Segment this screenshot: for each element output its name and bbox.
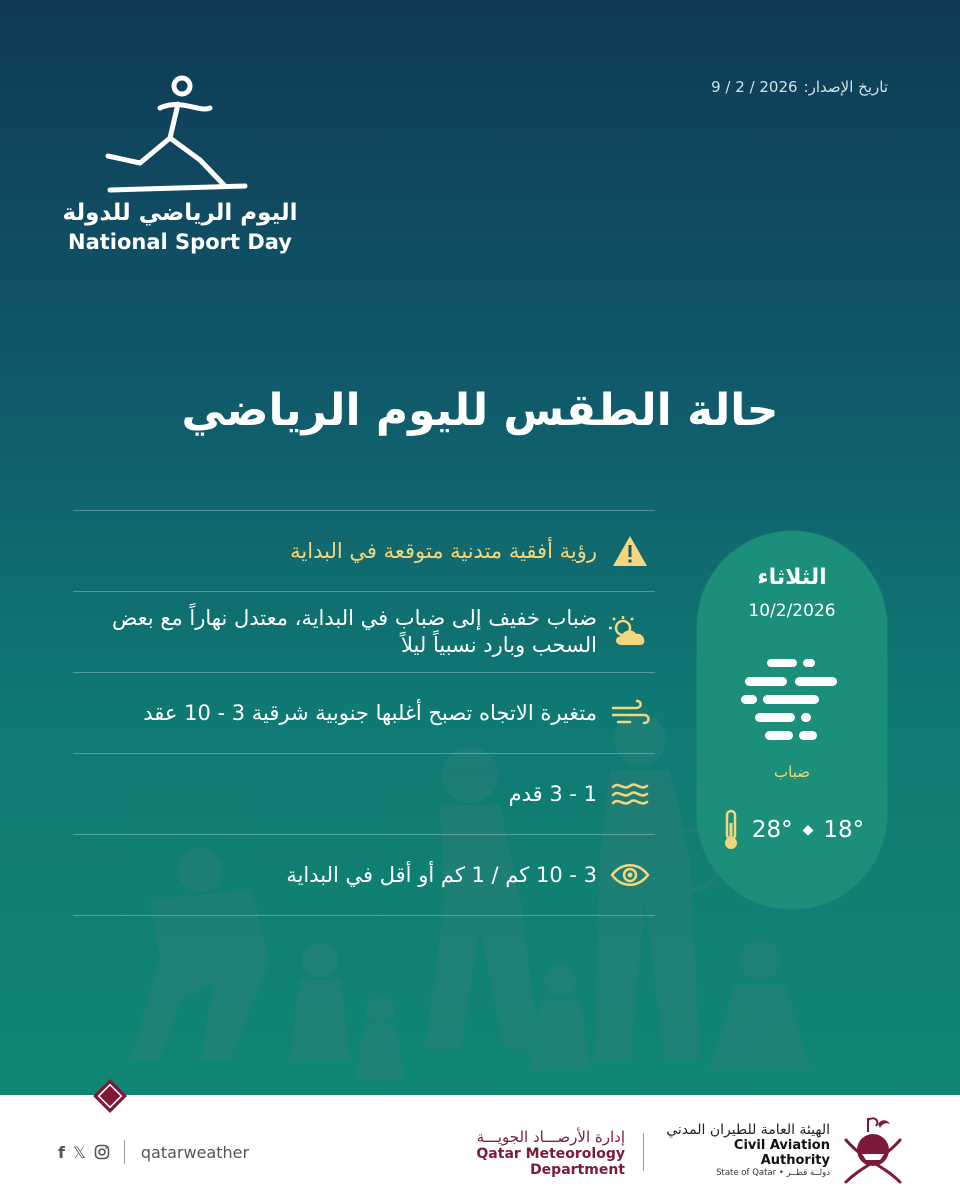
partly-cloudy-icon: [605, 615, 655, 649]
state-of-qatar-text: State of Qatar • دولــة قطــر: [716, 1168, 830, 1178]
social-handle[interactable]: qatarweather: [140, 1142, 250, 1162]
civil-aviation-authority: [662, 1122, 830, 1178]
issue-date-label: تاريخ الإصدار:: [803, 78, 888, 96]
social-links: [58, 1140, 249, 1164]
wind-row: [73, 672, 655, 753]
wind-icon: [605, 698, 655, 728]
eye-icon: [605, 862, 655, 888]
facebook-icon[interactable]: f: [58, 1142, 65, 1162]
forecast-day-name: الثلاثاء: [757, 565, 827, 590]
row-text: رؤية أفقية متدنية متوقعة في البداية: [290, 538, 597, 563]
logo-arabic-text: اليوم الرياضي للدولة: [62, 200, 298, 226]
logo-english-text: National Sport Day: [68, 230, 292, 254]
qatar-meteorology-department: [395, 1128, 625, 1178]
row-text: ضباب خفيف إلى ضباب في البداية، معتدل نهاراً مع بعض السحب وبارد نسبياً ليلاً: [111, 606, 597, 657]
diamond-separator-icon: ◆: [802, 822, 814, 838]
fog-icon: [741, 659, 841, 749]
temperature-range: [707, 809, 877, 851]
qatar-emblem-icon: [838, 1110, 908, 1188]
forecast-condition: ضباب: [774, 763, 810, 781]
waves-icon: [605, 779, 655, 809]
qmd-english-name: Qatar Meteorology Department: [476, 1146, 625, 1178]
x-twitter-icon[interactable]: 𝕏: [72, 1142, 86, 1162]
waves-row: [73, 753, 655, 834]
forecast-date: 10/2/2026: [748, 601, 836, 621]
issue-date-value: 9 / 2 / 2026: [711, 78, 798, 96]
forecast-day-card: [697, 531, 887, 909]
thermometer-icon: [720, 809, 742, 851]
visibility-row: [73, 834, 655, 916]
weather-details-list: [73, 510, 655, 916]
page-title: حالة الطقس لليوم الرياضي: [181, 385, 779, 436]
brand-diamond-icon: [90, 1076, 130, 1116]
row-text: 1 - 3 قدم: [508, 781, 597, 806]
low-temperature: 18°: [823, 817, 865, 843]
divider: [124, 1140, 125, 1164]
row-text: متغيرة الاتجاه تصبح أغلبها جنوبية شرقية 3 - 10 عقد: [143, 700, 597, 725]
high-temperature: 28°: [751, 817, 793, 843]
condition-row: [73, 591, 655, 672]
divider: [643, 1133, 644, 1171]
visibility-warning-row: [73, 510, 655, 591]
instagram-icon[interactable]: [94, 1144, 110, 1160]
warning-icon: [605, 534, 655, 568]
caa-english-name: Civil Aviation Authority: [733, 1138, 830, 1168]
issue-date: [711, 78, 888, 96]
row-text: 3 - 10 كم / 1 كم أو أقل في البداية: [286, 862, 597, 887]
caa-arabic-name: الهيئة العامة للطيران المدني: [666, 1122, 830, 1138]
qmd-arabic-name: إدارة الأرصـــاد الجويـــة: [476, 1128, 625, 1146]
